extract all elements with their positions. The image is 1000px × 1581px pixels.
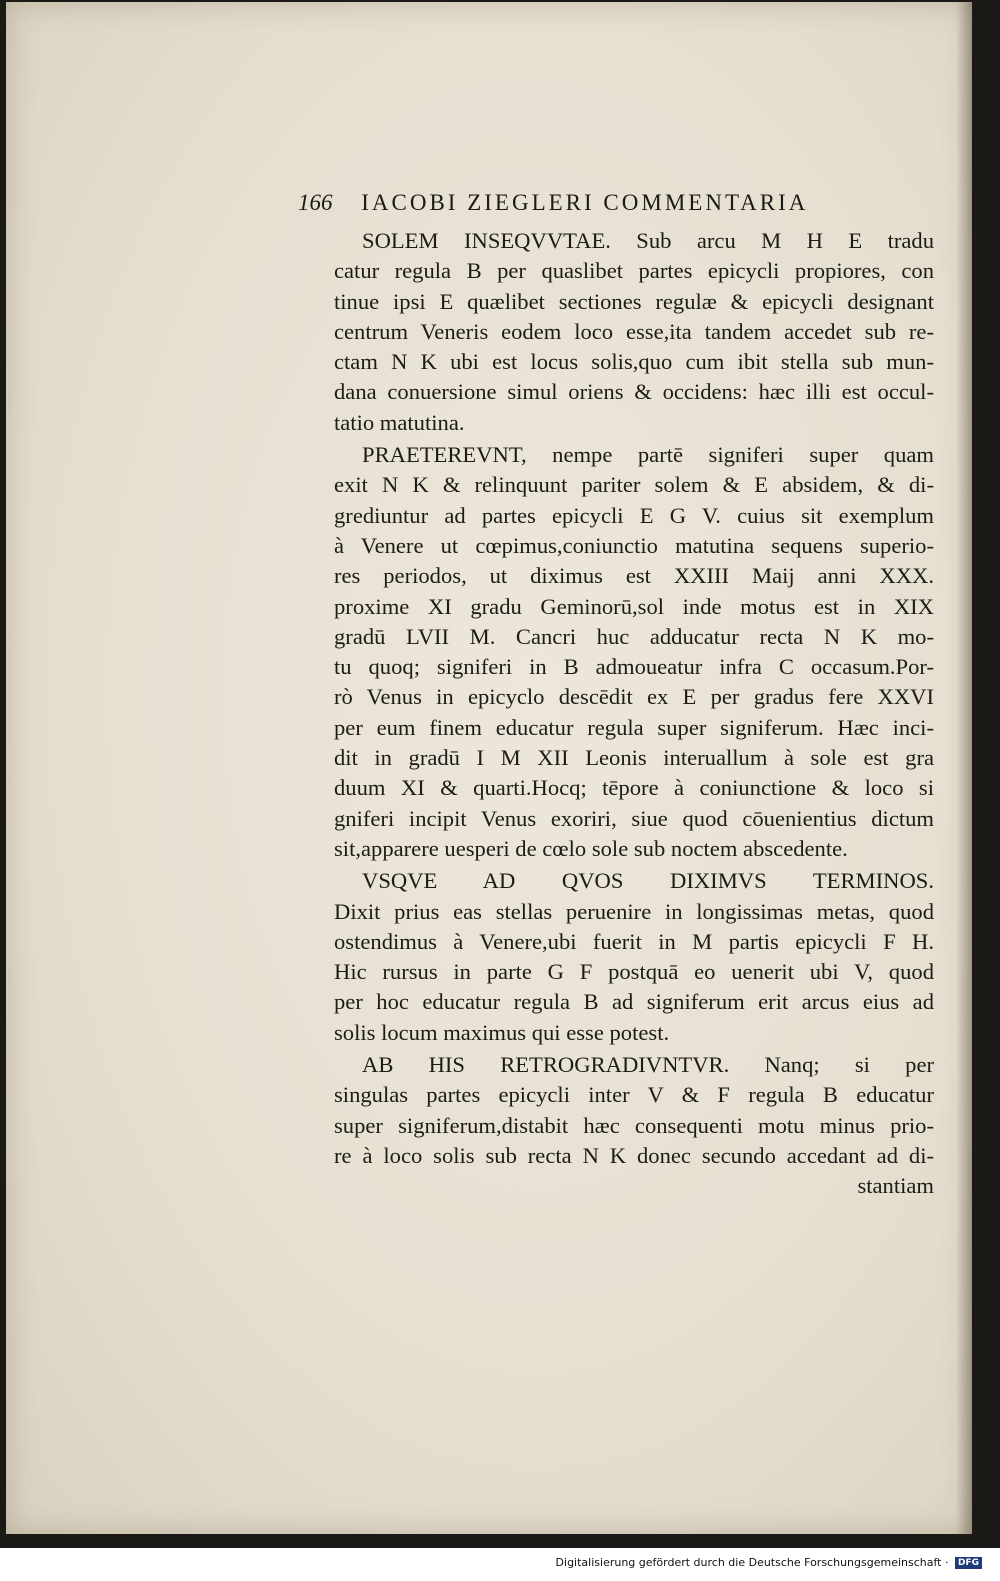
text-line: exit N K & relinquunt pariter solem & E absidem, & di- <box>334 472 934 498</box>
text-line: tu quoq; signiferi in B admoueatur infra C occasum.Por- <box>334 654 934 680</box>
text-line: singulas partes epicycli inter V & F regula B educatur <box>334 1082 934 1108</box>
text-line: dana conuersione simul oriens & occidens: hæc illi est occul- <box>334 379 934 405</box>
text-line: ctam N K ubi est locus solis,quo cum ibit stella sub mun- <box>334 349 934 375</box>
body-text <box>334 226 934 1202</box>
text-line: à Venere ut cœpimus,coniunctio matutina sequens superio- <box>334 532 934 558</box>
credit-text: Digitalisierung gefördert durch die Deutsche Forschungsgemeinschaft <box>555 1556 942 1569</box>
running-title: IACOBI ZIEGLERI COMMENTARIA <box>361 190 809 215</box>
text-line: per hoc educatur regula B ad signiferum erit arcus eius ad <box>334 989 934 1015</box>
text-line: per eum finem educatur regula super signiferum. Hæc inci- <box>334 714 934 740</box>
digitization-credit: Digitalisierung gefördert durch die Deutsche Forschungsgemeinschaft · DFG <box>556 1556 982 1569</box>
page-gutter <box>956 2 972 1534</box>
text-line: centrum Veneris eodem loco esse,ita tandem accedet sub re- <box>334 318 934 344</box>
text-line: solis locum maximus qui esse potest. <box>334 1019 670 1045</box>
text-line: gniferi incipit Venus exoriri, siue quod cōuenientius dictum <box>334 805 934 831</box>
text-line: ostendimus à Venere,ubi fuerit in M partis epicycli F H. <box>334 928 934 954</box>
text-line: super signiferum,distabit hæc consequenti motu minus prio- <box>334 1112 934 1138</box>
text-line: gradū LVII M. Cancri huc adducatur recta N K mo- <box>334 623 934 649</box>
text-line: res periodos, ut diximus est XXIII Maij anni XXX. <box>334 563 934 589</box>
text-line: re à loco solis sub recta N K donec secundo accedant ad di- <box>334 1142 934 1168</box>
text-line: proxime XI gradu Geminorū,sol inde motus est in XIX <box>334 593 934 619</box>
page-number: 166 <box>298 190 333 215</box>
text-line: dit in gradū I M XII Leonis interuallum à sole est gra <box>334 745 934 771</box>
text-line: SOLEM INSEQVVTAE. Sub arcu M H E tradu <box>362 228 934 253</box>
catchword: stantiam <box>857 1173 934 1199</box>
text-line: Hic rursus in parte G F postquā eo uenerit ubi V, quod <box>334 959 934 985</box>
text-line: AB HIS RETROGRADIVNTVR. Nanq; si per <box>362 1052 934 1078</box>
text-line: Dixit prius eas stellas peruenire in longissimas metas, quod <box>334 898 934 924</box>
text-line: duum XI & quarti.Hocq; tēpore à coniunctione & loco si <box>334 775 934 801</box>
text-line: grediuntur ad partes epicycli E G V. cuius sit exemplum <box>334 502 934 528</box>
text-line: sit,apparere uesperi de cœlo sole sub noctem abscedente. <box>334 835 848 861</box>
text-line: catur regula B per quaslibet partes epicycli propiores, con <box>334 258 934 284</box>
dfg-logo: DFG <box>955 1557 982 1569</box>
running-header <box>298 190 898 216</box>
text-line: PRAETEREVNT, nempe partē signiferi super quam <box>362 442 934 468</box>
text-line: rò Venus in epicyclo descēdit ex E per gradus fere XXVI <box>334 684 934 710</box>
text-line: tatio matutina. <box>334 409 465 435</box>
text-line: VSQVE AD QVOS DIXIMVS TERMINOS. <box>362 868 934 894</box>
text-line: tinue ipsi E quælibet sectiones regulæ & epicycli designant <box>334 288 934 314</box>
